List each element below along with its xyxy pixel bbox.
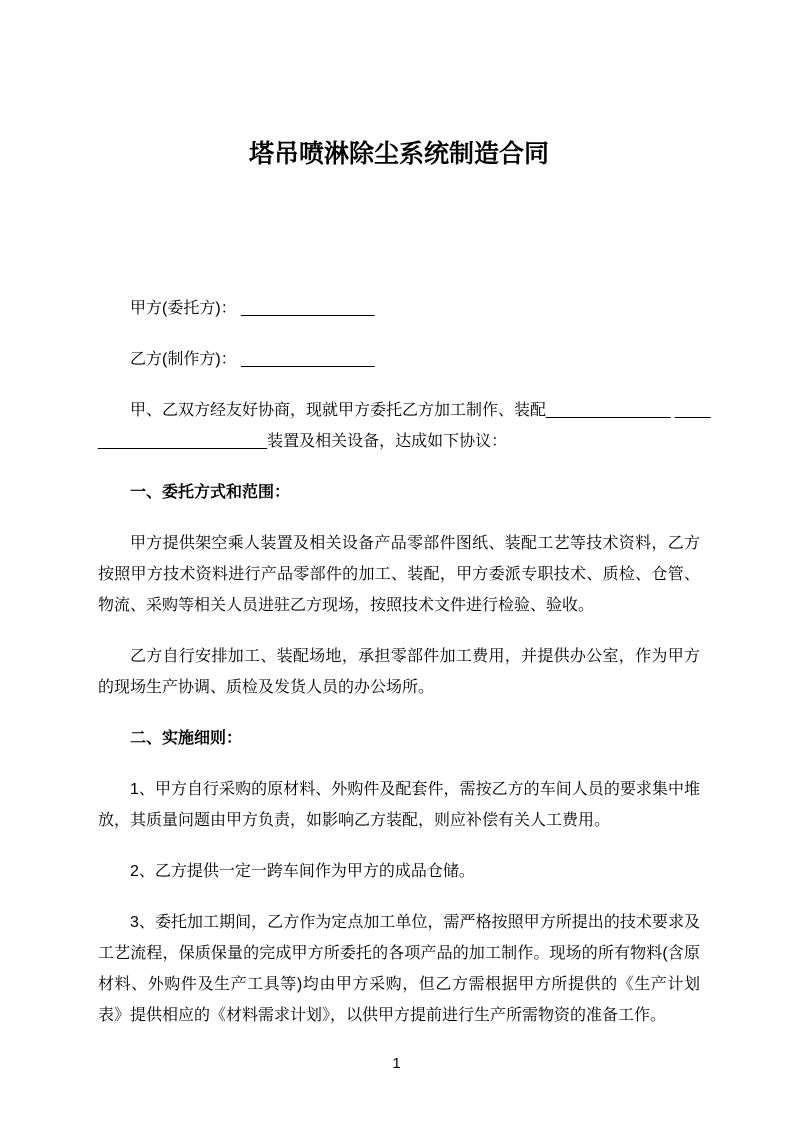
section-1-paragraph-2: 乙方自行安排加工、装配场地，承担零部件加工费用，并提供办公室，作为甲方的现场生产协调、质检及发货人员的办公场所。 — [98, 648, 700, 696]
intro-paragraph — [98, 395, 711, 457]
intro-line-2: ___________________装置及相关设备，达成如下协议： — [98, 433, 508, 450]
section-2-item-2: 2、乙方提供一定一跨车间作为甲方的成品仓储。 — [130, 863, 475, 880]
section-1-paragraph-1: 甲方提供架空乘人装置及相关设备产品零部件图纸、装配工艺等技术资料，乙方按照甲方技术资料进行产品零部件的加工、装配，甲方委派专职技术、质检、仓管、物流、采购等相关人员进驻乙方现场，按照技术文件进行检验、验收。 — [98, 535, 700, 614]
intro-line-1: 甲、乙双方经友好协商，现就甲方委托乙方加工制作、装配______________ ____ — [130, 402, 711, 419]
section-2-heading: 二、实施细则： — [130, 730, 243, 747]
section-1-heading: 一、委托方式和范围： — [130, 484, 291, 501]
section-2-item-3: 3、委托加工期间，乙方作为定点加工单位，需严格按照甲方所提出的技术要求及工艺流程，保质保量的完成甲方所委托的各项产品的加工制作。现场的所有物料(含原材料、外购件及生产工具等)均由甲方采购，但乙方需根据甲方所提供的《生产计划表》提供相应的《材料需求计划》，以供甲方提前进行生产所需物资的准备工作。 — [98, 914, 700, 1024]
section-2-item-1: 1、甲方自行采购的原材料、外购件及配套件，需按乙方的车间人员的要求集中堆放，其质量问题由甲方负责，如影响乙方装配，则应补偿有关人工费用。 — [98, 781, 700, 829]
party-b-line: 乙方(制作方)： _______________ — [130, 351, 375, 368]
party-a-line: 甲方(委托方)： _______________ — [130, 300, 375, 317]
document-title: 塔吊喷淋除尘系统制造合同 — [248, 140, 549, 168]
page-number: 1 — [392, 1055, 401, 1072]
